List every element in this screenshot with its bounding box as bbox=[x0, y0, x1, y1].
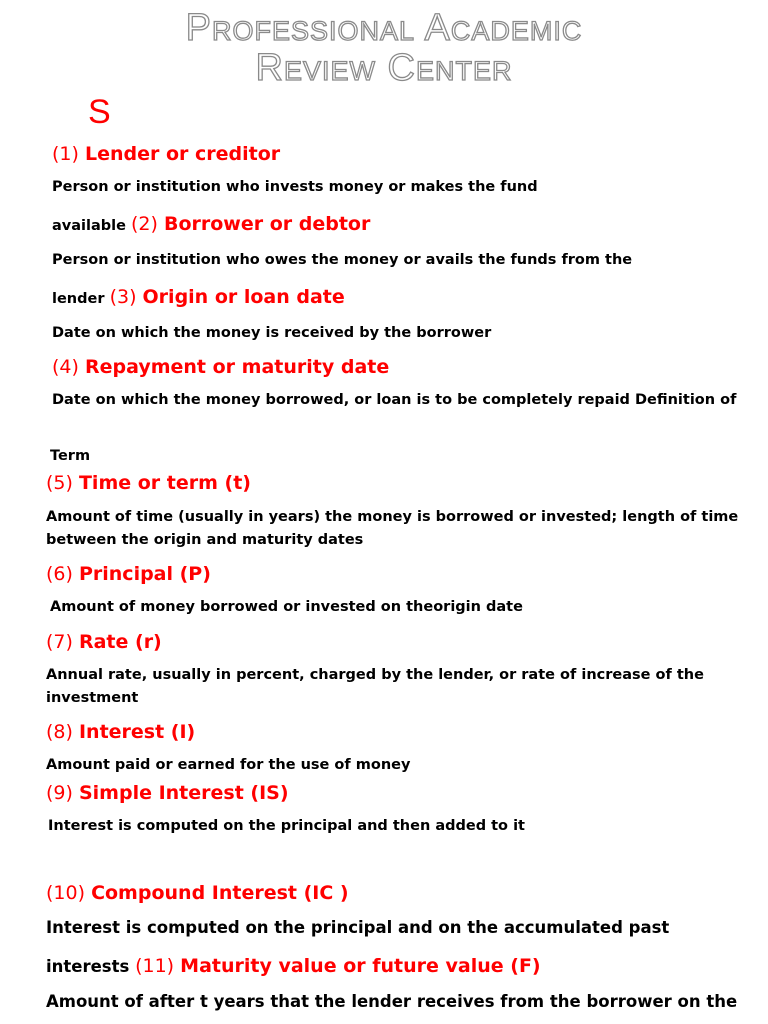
term-name: Lender or creditor bbox=[84, 143, 281, 165]
definition-5-line-1: Amount of time (usually in years) the money is borrowed or invested; length of time bbox=[46, 509, 739, 525]
section-letter: S bbox=[88, 93, 111, 131]
term-number: (4) bbox=[52, 356, 79, 378]
definition-text: available bbox=[52, 218, 126, 234]
definition-10-continued bbox=[46, 953, 541, 980]
term-6 bbox=[46, 562, 211, 586]
term-name: Maturity value or future value (F) bbox=[180, 955, 541, 977]
definition-5-line-2: between the origin and maturity dates bbox=[46, 532, 364, 548]
term-name: Borrower or debtor bbox=[163, 213, 371, 235]
definition-8: Amount paid or earned for the use of money bbox=[46, 757, 411, 773]
term-number: (7) bbox=[46, 631, 73, 653]
term-name: Interest (I) bbox=[78, 721, 196, 743]
term-name: Repayment or maturity date bbox=[84, 356, 390, 378]
term-number: (8) bbox=[46, 721, 73, 743]
term-number: (10) bbox=[46, 882, 86, 904]
definition-text: interests bbox=[46, 957, 130, 976]
term-7 bbox=[46, 630, 162, 654]
term-number: (5) bbox=[46, 472, 73, 494]
definition-3: Date on which the money is received by the borrower bbox=[52, 325, 492, 341]
term-9 bbox=[46, 781, 289, 805]
definition-10: Interest is computed on the principal and on the accumulated past bbox=[46, 918, 670, 937]
definition-6: Amount of money borrowed or invested on theorigin date bbox=[50, 599, 523, 615]
definition-2: Person or institution who owes the money or avails the funds from the bbox=[52, 252, 633, 268]
term-1 bbox=[52, 142, 280, 166]
term-name: Compound Interest (IC ) bbox=[91, 882, 349, 904]
term-number: (3) bbox=[109, 286, 137, 308]
term-name: Rate (r) bbox=[78, 631, 162, 653]
term-11 bbox=[135, 955, 541, 977]
definition-2-continued bbox=[52, 285, 345, 311]
definition-text: lender bbox=[52, 291, 105, 307]
definition-4-continued: Term bbox=[50, 448, 91, 464]
term-4 bbox=[52, 355, 389, 379]
definition-1: Person or institution who invests money or makes the fund bbox=[52, 179, 538, 195]
term-number: (11) bbox=[135, 955, 175, 977]
definition-7-line-1: Annual rate, usually in percent, charged by the lender, or rate of increase of the bbox=[46, 667, 704, 683]
definition-9: Interest is computed on the principal and then added to it bbox=[48, 818, 525, 834]
term-number: (9) bbox=[46, 782, 73, 804]
term-number: (1) bbox=[52, 143, 79, 165]
definition-4: Date on which the money borrowed, or loan is to be completely repaid Definition of bbox=[52, 392, 737, 408]
header-line-2: Review Center bbox=[255, 47, 513, 89]
term-name: Time or term (t) bbox=[78, 472, 251, 494]
term-10 bbox=[46, 881, 349, 905]
term-number: (2) bbox=[131, 213, 158, 235]
term-name: Origin or loan date bbox=[142, 286, 345, 308]
term-8 bbox=[46, 720, 195, 744]
term-5 bbox=[46, 471, 251, 495]
term-2 bbox=[131, 213, 370, 235]
definition-7-line-2: investment bbox=[46, 690, 139, 706]
term-name: Principal (P) bbox=[78, 563, 211, 585]
definition-11: Amount of after t years that the lender receives from the borrower on the bbox=[46, 992, 738, 1011]
term-3 bbox=[110, 286, 345, 308]
term-number: (6) bbox=[46, 563, 73, 585]
header-line-1: Professional Academic bbox=[185, 7, 583, 49]
definition-1-continued bbox=[52, 212, 370, 238]
term-name: Simple Interest (IS) bbox=[78, 782, 289, 804]
